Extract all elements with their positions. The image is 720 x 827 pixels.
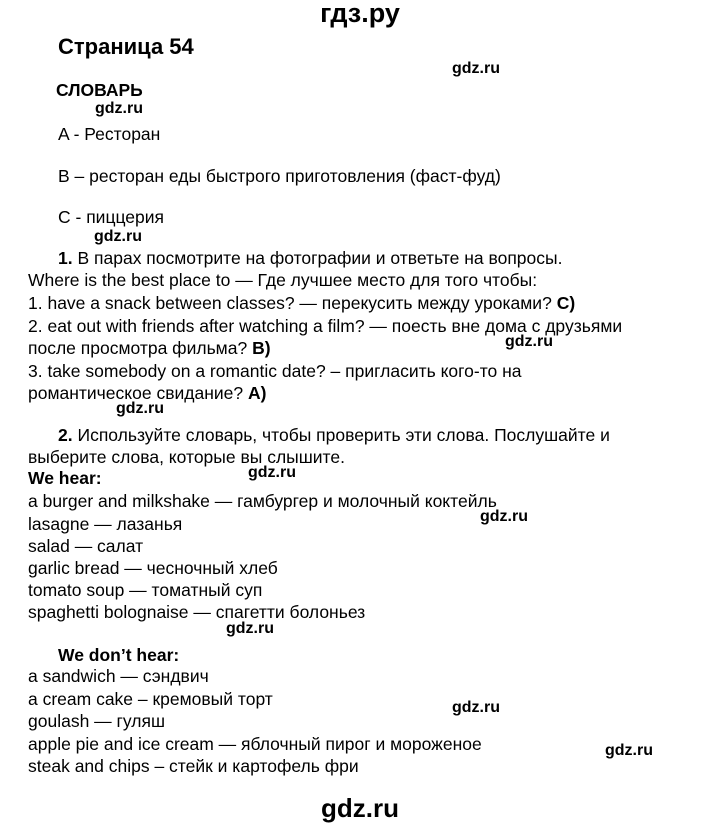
exercise-2-instruction-text: Используйте словарь, чтобы проверить эти слова. Послушайте и <box>77 425 610 445</box>
we-hear-item: tomato soup — томатный суп <box>28 580 263 600</box>
we-hear-item: garlic bread — чесночный хлеб <box>28 558 278 578</box>
exercise-1-number: 1. <box>58 248 73 268</box>
we-dont-hear-item: apple pie and ice cream — яблочный пирог и мороженое <box>28 734 482 754</box>
we-hear-item: salad — салат <box>28 536 144 556</box>
watermark: gdz.ru <box>480 508 528 525</box>
question-text: романтическое свидание? <box>28 383 244 403</box>
watermark: gdz.ru <box>248 464 296 481</box>
we-hear-item: lasagne — лазанья <box>28 514 183 534</box>
we-dont-hear-heading: We don’t hear: <box>58 645 180 665</box>
vocabulary-item: A - Ресторан <box>58 124 161 144</box>
exercise-2-instruction-cont: выберите слова, которые вы слышите. <box>28 447 345 467</box>
watermark: gdz.ru <box>95 100 143 117</box>
page-title: Страница 54 <box>58 34 194 59</box>
question-answer: A) <box>248 383 267 403</box>
we-dont-hear-item: a cream cake – кремовый торт <box>28 689 273 709</box>
we-dont-hear-item: steak and chips – стейк и картофель фри <box>28 756 359 776</box>
question-answer: B) <box>252 338 271 358</box>
exercise-1-instruction-text: В парах посмотрите на фотографии и ответьте на вопросы. <box>77 248 563 268</box>
exercise-1-question-2-cont <box>28 338 271 359</box>
watermark: gdz.ru <box>505 333 553 350</box>
question-text: 1. have a snack between classes? — перекусить между уроками? <box>28 293 552 313</box>
exercise-1-question-2: 2. eat out with friends after watching a film? — поесть вне дома с друзьями <box>28 316 623 336</box>
we-dont-hear-item: a sandwich — сэндвич <box>28 666 209 686</box>
watermark: gdz.ru <box>94 228 142 245</box>
question-text: после просмотра фильма? <box>28 338 248 358</box>
watermark: gdz.ru <box>605 742 653 759</box>
watermark: gdz.ru <box>452 699 500 716</box>
exercise-2-instruction <box>58 425 610 446</box>
footer-watermark: gdz.ru <box>321 793 399 823</box>
we-hear-item: a burger and milkshake — гамбургер и молочный коктейль <box>28 491 497 511</box>
we-hear-heading: We hear: <box>28 468 102 488</box>
exercise-2-number: 2. <box>58 425 73 445</box>
site-header: гдз.ру <box>320 0 400 28</box>
question-answer: C) <box>556 293 576 313</box>
vocabulary-heading: СЛОВАРЬ <box>56 80 143 100</box>
we-dont-hear-item: goulash — гуляш <box>28 711 166 731</box>
we-hear-item: spaghetti bolognaise — спагетти болоньез <box>28 602 366 622</box>
exercise-1-lead: Where is the best place to — Где лучшее место для того чтобы: <box>28 270 538 290</box>
watermark: gdz.ru <box>226 620 274 637</box>
exercise-1-instruction <box>58 248 562 269</box>
watermark: gdz.ru <box>452 60 500 77</box>
exercise-1-question-3: 3. take somebody on a romantic date? – пригласить кого-то на <box>28 361 522 381</box>
exercise-1-question-1 <box>28 293 575 314</box>
exercise-1-question-3-cont <box>28 383 266 404</box>
vocabulary-item: C - пиццерия <box>58 207 165 227</box>
vocabulary-item: B – ресторан еды быстрого приготовления (фаст-фуд) <box>58 166 501 186</box>
watermark: gdz.ru <box>116 400 164 417</box>
